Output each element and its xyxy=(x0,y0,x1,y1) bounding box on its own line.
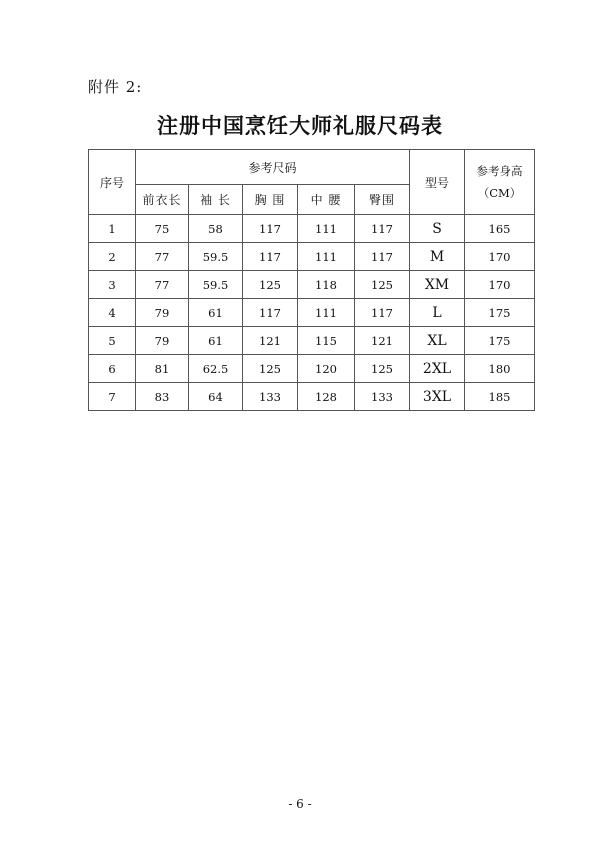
cell-front-length: 77 xyxy=(136,243,189,271)
page-number: - 6 - xyxy=(288,797,312,811)
cell-hip: 117 xyxy=(355,243,410,271)
table-row xyxy=(89,355,535,383)
cell-waist: 111 xyxy=(298,299,355,327)
table-row xyxy=(89,327,535,355)
table-row xyxy=(89,215,535,243)
size-table xyxy=(88,149,535,411)
cell-chest: 133 xyxy=(243,383,298,411)
header-hip: 臀围 xyxy=(355,185,410,215)
cell-model: XM xyxy=(410,271,465,299)
cell-front-length: 75 xyxy=(136,215,189,243)
cell-chest: 125 xyxy=(243,271,298,299)
cell-front-length: 77 xyxy=(136,271,189,299)
cell-chest: 117 xyxy=(243,299,298,327)
cell-index: 4 xyxy=(89,299,136,327)
cell-index: 3 xyxy=(89,271,136,299)
header-height-line2: （CM） xyxy=(477,186,522,200)
cell-chest: 121 xyxy=(243,327,298,355)
cell-hip: 117 xyxy=(355,215,410,243)
cell-hip: 125 xyxy=(355,271,410,299)
cell-height: 180 xyxy=(465,355,535,383)
table-header-row xyxy=(89,150,535,185)
cell-index: 1 xyxy=(89,215,136,243)
table-row xyxy=(89,271,535,299)
cell-waist: 118 xyxy=(298,271,355,299)
cell-front-length: 83 xyxy=(136,383,189,411)
header-reference-height xyxy=(465,150,535,215)
header-model: 型号 xyxy=(410,150,465,215)
cell-index: 7 xyxy=(89,383,136,411)
cell-model: M xyxy=(410,243,465,271)
cell-sleeve-length: 61 xyxy=(189,299,243,327)
cell-index: 6 xyxy=(89,355,136,383)
cell-waist: 128 xyxy=(298,383,355,411)
header-waist: 中 腰 xyxy=(298,185,355,215)
cell-sleeve-length: 59.5 xyxy=(189,271,243,299)
cell-front-length: 79 xyxy=(136,299,189,327)
cell-model: 2XL xyxy=(410,355,465,383)
cell-hip: 121 xyxy=(355,327,410,355)
cell-index: 2 xyxy=(89,243,136,271)
header-sleeve-length: 袖 长 xyxy=(189,185,243,215)
cell-sleeve-length: 58 xyxy=(189,215,243,243)
cell-model: L xyxy=(410,299,465,327)
cell-hip: 133 xyxy=(355,383,410,411)
cell-model: S xyxy=(410,215,465,243)
cell-front-length: 81 xyxy=(136,355,189,383)
cell-waist: 120 xyxy=(298,355,355,383)
cell-index: 5 xyxy=(89,327,136,355)
cell-height: 165 xyxy=(465,215,535,243)
cell-model: 3XL xyxy=(410,383,465,411)
cell-height: 170 xyxy=(465,271,535,299)
attachment-label: 附件 2: xyxy=(88,78,143,96)
cell-chest: 125 xyxy=(243,355,298,383)
cell-sleeve-length: 59.5 xyxy=(189,243,243,271)
document-title: 注册中国烹饪大师礼服尺码表 xyxy=(157,113,443,138)
cell-sleeve-length: 62.5 xyxy=(189,355,243,383)
cell-height: 175 xyxy=(465,299,535,327)
table-row xyxy=(89,383,535,411)
cell-waist: 111 xyxy=(298,215,355,243)
cell-waist: 115 xyxy=(298,327,355,355)
cell-height: 185 xyxy=(465,383,535,411)
cell-sleeve-length: 64 xyxy=(189,383,243,411)
cell-height: 170 xyxy=(465,243,535,271)
cell-chest: 117 xyxy=(243,243,298,271)
cell-hip: 117 xyxy=(355,299,410,327)
header-front-length: 前衣长 xyxy=(136,185,189,215)
header-chest: 胸 围 xyxy=(243,185,298,215)
cell-model: XL xyxy=(410,327,465,355)
header-reference-size: 参考尺码 xyxy=(136,150,410,185)
cell-height: 175 xyxy=(465,327,535,355)
table-row xyxy=(89,299,535,327)
cell-hip: 125 xyxy=(355,355,410,383)
header-height-line1: 参考身高 xyxy=(476,164,523,178)
table-row xyxy=(89,243,535,271)
cell-front-length: 79 xyxy=(136,327,189,355)
header-index: 序号 xyxy=(89,150,136,215)
cell-waist: 111 xyxy=(298,243,355,271)
cell-chest: 117 xyxy=(243,215,298,243)
cell-sleeve-length: 61 xyxy=(189,327,243,355)
